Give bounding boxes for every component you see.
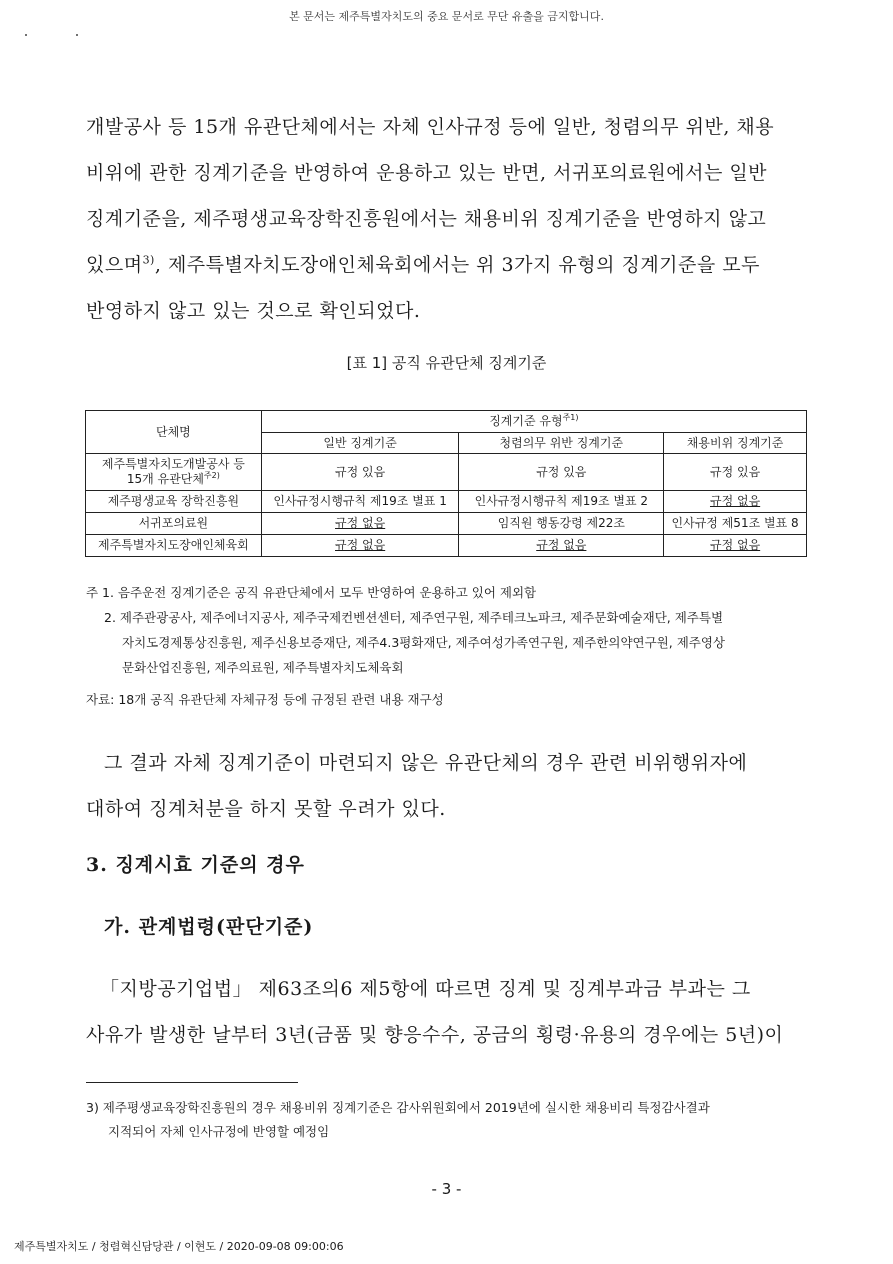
footnote-divider: [86, 1082, 298, 1083]
subsection-heading: 가. 관계법령(판단기준): [104, 916, 314, 938]
table-row: [86, 491, 807, 513]
org-name: 15개 유관단체: [126, 472, 204, 486]
cell-general: 인사규정시행규칙 제19조 별표 1: [261, 491, 459, 513]
paragraph-law: [86, 966, 808, 1058]
paragraph-line: 징계기준을, 제주평생교육장학진흥원에서는 채용비위 징계기준을 반영하지 않고: [86, 208, 767, 230]
cell-general: 규정 없음: [261, 513, 459, 535]
table-row: [86, 535, 807, 557]
header-standard-type: [261, 411, 806, 433]
footnote-line: 지적되어 자체 인사규정에 반영할 예정임: [108, 1124, 330, 1139]
cell-hiring: 인사규정 제51조 별표 8: [664, 513, 807, 535]
cell-org: 제주특별자치도장애인체육회: [86, 535, 262, 557]
cell-org: [86, 454, 262, 491]
print-footer: 제주특별자치도 / 청렴혁신담당관 / 이현도 / 2020-09-08 09:00:06: [14, 1240, 344, 1253]
paragraph-text: 있으며: [86, 254, 143, 276]
note-ref: 주2): [203, 471, 220, 480]
paragraph-line: [86, 242, 808, 288]
header-org: 단체명: [86, 411, 262, 454]
table-notes: [86, 580, 816, 680]
paragraph-findings: [86, 104, 808, 334]
table-row: [86, 454, 807, 491]
note-item: 주 1. 음주운전 징계기준은 공직 유관단체에서 모두 반영하여 운용하고 있어 제외함: [86, 585, 537, 600]
note-item: 2. 제주관광공사, 제주에너지공사, 제주국제컨벤션센터, 제주연구원, 제주테크노파크, 제주문화예술재단, 제주특별: [104, 610, 724, 625]
header-text: 징계기준 유형: [489, 414, 563, 428]
paragraph-line: 비위에 관한 징계기준을 반영하여 운용하고 있는 반면, 서귀포의료원에서는 일반: [86, 162, 768, 184]
cell-hiring: 규정 없음: [664, 535, 807, 557]
cell-org: 제주평생교육 장학진흥원: [86, 491, 262, 513]
paragraph-line: 사유가 발생한 날부터 3년(금품 및 향응수수, 공금의 횡령·유용의 경우에는 5년)이: [86, 1024, 784, 1046]
org-name: 제주특별자치도개발공사 등: [101, 457, 245, 471]
cell-integrity: 임직원 행동강령 제22조: [459, 513, 664, 535]
cell-integrity: 규정 없음: [459, 535, 664, 557]
paragraph-line: 반영하지 않고 있는 것으로 확인되었다.: [86, 300, 421, 322]
note-item: 자치도경제통상진흥원, 제주신용보증재단, 제주4.3평화재단, 제주여성가족연구원, 제주한의약연구원, 제주영상: [122, 635, 725, 650]
header-hiring: 채용비위 징계기준: [664, 433, 807, 454]
discipline-standards-table: [85, 410, 807, 557]
watermark-notice: 본 문서는 제주특별자치도의 중요 문서로 무단 유출을 금지합니다.: [289, 10, 604, 23]
table-caption: [표 1] 공직 유관단체 징계기준: [346, 354, 547, 372]
cell-general: 규정 있음: [261, 454, 459, 491]
note-item: 문화산업진흥원, 제주의료원, 제주특별자치도체육회: [122, 660, 404, 675]
paragraph-text: , 제주특별자치도장애인체육회에서는 위 3가지 유형의 징계기준을 모두: [154, 254, 760, 276]
cell-hiring: 규정 없음: [664, 491, 807, 513]
header-general: 일반 징계기준: [261, 433, 459, 454]
cell-hiring: 규정 있음: [664, 454, 807, 491]
cell-general: 규정 없음: [261, 535, 459, 557]
paragraph-line: 「지방공기업법」 제63조의6 제5항에 따르면 징계 및 징계부과금 부과는 그: [100, 978, 751, 1000]
scan-speck: [76, 34, 78, 36]
paragraph-result: [86, 740, 808, 832]
paragraph-line: 대하여 징계처분을 하지 못할 우려가 있다.: [86, 798, 446, 820]
cell-integrity: 인사규정시행규칙 제19조 별표 2: [459, 491, 664, 513]
footnote-ref: 3): [142, 253, 155, 267]
paragraph-line: 개발공사 등 15개 유관단체에서는 자체 인사규정 등에 일반, 청렴의무 위반, 채용: [86, 116, 775, 138]
note-ref: 주1): [562, 413, 579, 422]
paragraph-line: 그 결과 자체 징계기준이 마련되지 않은 유관단체의 경우 관련 비위행위자에: [104, 752, 748, 774]
page-number: - 3 -: [431, 1180, 462, 1198]
cell-org: 서귀포의료원: [86, 513, 262, 535]
section-heading: 3. 징계시효 기준의 경우: [86, 854, 305, 876]
footnote-line: 3) 제주평생교육장학진흥원의 경우 채용비위 징계기준은 감사위원회에서 2019년에 실시한 채용비리 특정감사결과: [86, 1100, 710, 1115]
header-integrity: 청렴의무 위반 징계기준: [459, 433, 664, 454]
table-source: 자료: 18개 공직 유관단체 자체규정 등에 규정된 관련 내용 재구성: [86, 692, 444, 707]
scan-speck: [25, 34, 27, 36]
footnote: [86, 1096, 826, 1144]
table-row: [86, 513, 807, 535]
cell-integrity: 규정 있음: [459, 454, 664, 491]
